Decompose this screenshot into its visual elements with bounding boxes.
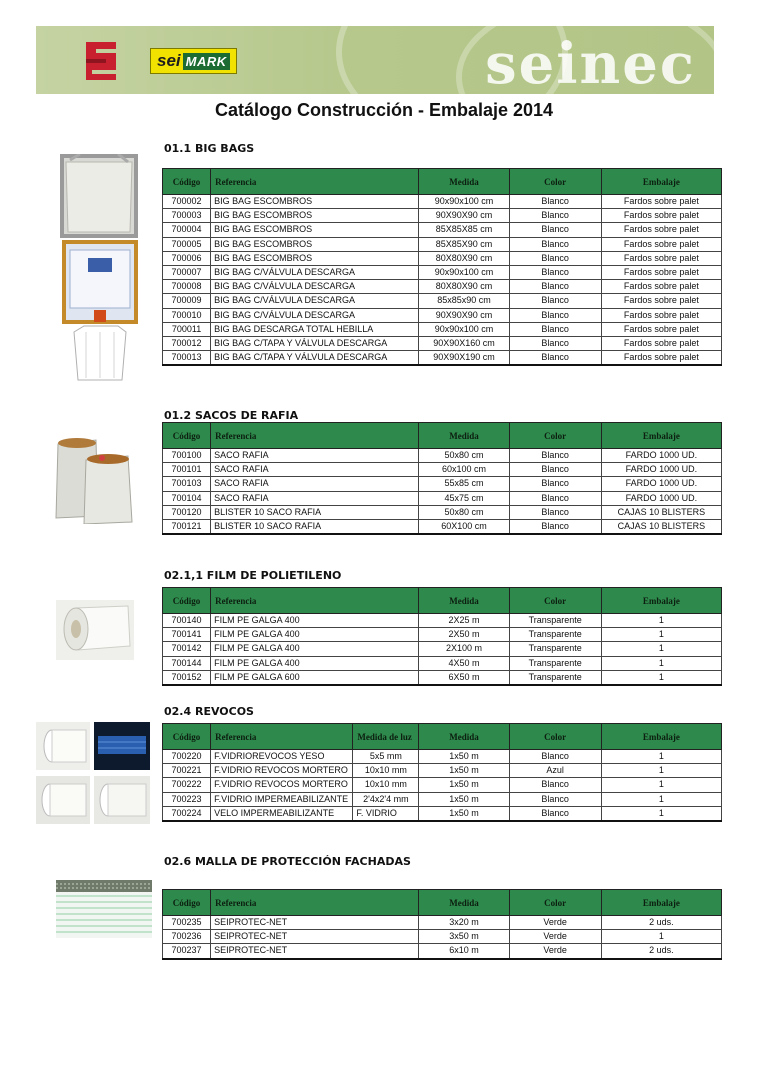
table-row <box>163 294 722 308</box>
cell-color: Blanco <box>509 322 601 336</box>
table-header-row <box>163 169 722 195</box>
cell-embalaje: Fardos sobre palet <box>601 223 721 237</box>
table-row <box>163 308 722 322</box>
section-title-revocos: 02.4 REVOCOS <box>164 705 254 718</box>
table-malla-proteccion <box>162 889 722 960</box>
cell-color: Transparente <box>509 656 601 670</box>
table-row <box>163 237 722 251</box>
cell-referencia: BIG BAG C/VÁLVULA DESCARGA <box>211 294 419 308</box>
fiberglass-mesh-photo-icon <box>36 722 150 826</box>
cell-referencia: F.VIDRIO REVOCOS MORTERO <box>211 764 353 778</box>
cell-medida: 90X90X160 cm <box>419 336 509 350</box>
cell-embalaje: 1 <box>601 806 721 821</box>
cell-medida: 90X90X190 cm <box>419 351 509 366</box>
cell-color: Blanco <box>509 792 601 806</box>
cell-referencia: SACO RAFIA <box>211 463 419 477</box>
cell-medida: 6X50 m <box>419 670 509 685</box>
seinec-s-logo-icon <box>84 40 118 82</box>
cell-codigo: 700121 <box>163 519 211 534</box>
cell-medida: 50x80 cm <box>419 449 509 463</box>
col-header-referencia: Referencia <box>211 169 419 195</box>
cell-medida: 4X50 m <box>419 656 509 670</box>
col-header-referencia: Referencia <box>211 588 419 614</box>
cell-color: Verde <box>509 944 601 959</box>
table-row <box>163 477 722 491</box>
cell-embalaje: 1 <box>601 642 721 656</box>
film-roll-photo-icon <box>56 600 134 660</box>
cell-referencia: BIG BAG DESCARGA TOTAL HEBILLA <box>211 322 419 336</box>
cell-embalaje: Fardos sobre palet <box>601 336 721 350</box>
cell-embalaje: Fardos sobre palet <box>601 251 721 265</box>
table-row <box>163 670 722 685</box>
cell-color: Transparente <box>509 614 601 628</box>
seinec-logo: seinec <box>485 31 696 94</box>
table-row <box>163 916 722 930</box>
cell-referencia: BIG BAG ESCOMBROS <box>211 209 419 223</box>
cell-codigo: 700005 <box>163 237 211 251</box>
cell-color: Blanco <box>509 209 601 223</box>
cell-codigo: 700011 <box>163 322 211 336</box>
cell-medida: 85x85x90 cm <box>419 294 509 308</box>
cell-codigo: 700007 <box>163 265 211 279</box>
cell-referencia: BIG BAG ESCOMBROS <box>211 195 419 209</box>
table-big-bags <box>162 168 722 366</box>
section-title-sacos-rafia: 01.2 SACOS DE RAFIA <box>164 409 299 422</box>
cell-medida: 80X80X90 cm <box>419 251 509 265</box>
cell-codigo: 700009 <box>163 294 211 308</box>
table-row <box>163 449 722 463</box>
cell-codigo: 700101 <box>163 463 211 477</box>
cell-referencia: SACO RAFIA <box>211 491 419 505</box>
table-row <box>163 656 722 670</box>
table-row <box>163 223 722 237</box>
table-row <box>163 614 722 628</box>
cell-embalaje: FARDO 1000 UD. <box>601 449 721 463</box>
table-row <box>163 491 722 505</box>
cell-embalaje: 1 <box>601 930 721 944</box>
cell-medida: 2X100 m <box>419 642 509 656</box>
cell-medida: 90x90x100 cm <box>419 195 509 209</box>
col-header-codigo: Código <box>163 724 211 750</box>
cell-codigo: 700223 <box>163 792 211 806</box>
cell-medida-luz: 5x5 mm <box>353 750 419 764</box>
cell-referencia: BIG BAG C/TAPA Y VÁLVULA DESCARGA <box>211 351 419 366</box>
col-header-embalaje: Embalaje <box>601 724 721 750</box>
cell-embalaje: CAJAS 10 BLISTERS <box>601 505 721 519</box>
col-header-medida-luz: Medida de luz <box>353 724 419 750</box>
col-header-referencia: Referencia <box>211 724 353 750</box>
section-title-film-polietileno: 02.1,1 FILM DE POLIETILENO <box>164 569 342 582</box>
cell-color: Transparente <box>509 642 601 656</box>
col-header-medida: Medida <box>419 169 509 195</box>
cell-codigo: 700004 <box>163 223 211 237</box>
table-film-polietileno <box>162 587 722 686</box>
cell-color: Blanco <box>509 294 601 308</box>
cell-referencia: BIG BAG C/TAPA Y VÁLVULA DESCARGA <box>211 336 419 350</box>
cell-codigo: 700002 <box>163 195 211 209</box>
cell-color: Blanco <box>509 491 601 505</box>
cell-embalaje: FARDO 1000 UD. <box>601 477 721 491</box>
cell-embalaje: Fardos sobre palet <box>601 209 721 223</box>
cell-referencia: BIG BAG C/VÁLVULA DESCARGA <box>211 308 419 322</box>
cell-referencia: F.VIDRIO REVOCOS MORTERO <box>211 778 353 792</box>
cell-color: Blanco <box>509 463 601 477</box>
cell-medida: 1x50 m <box>419 792 509 806</box>
cell-medida: 55x85 cm <box>419 477 509 491</box>
cell-embalaje: 1 <box>601 778 721 792</box>
cell-embalaje: 2 uds. <box>601 944 721 959</box>
cell-medida: 1x50 m <box>419 750 509 764</box>
cell-color: Azul <box>509 764 601 778</box>
col-header-referencia: Referencia <box>211 423 419 449</box>
raffia-sack-photo-icon <box>52 432 136 524</box>
table-row <box>163 944 722 959</box>
cell-codigo: 700224 <box>163 806 211 821</box>
table-row <box>163 351 722 366</box>
cell-color: Transparente <box>509 628 601 642</box>
cell-codigo: 700100 <box>163 449 211 463</box>
cell-medida: 90X90X90 cm <box>419 209 509 223</box>
cell-referencia: FILM PE GALGA 400 <box>211 642 419 656</box>
cell-medida: 6x10 m <box>419 944 509 959</box>
cell-codigo: 700010 <box>163 308 211 322</box>
table-row <box>163 251 722 265</box>
cell-medida-luz: 10x10 mm <box>353 764 419 778</box>
cell-referencia: BLISTER 10 SACO RAFIA <box>211 519 419 534</box>
table-row <box>163 209 722 223</box>
table-row <box>163 930 722 944</box>
cell-embalaje: 1 <box>601 750 721 764</box>
cell-codigo: 700120 <box>163 505 211 519</box>
col-header-embalaje: Embalaje <box>601 169 721 195</box>
cell-embalaje: 1 <box>601 656 721 670</box>
cell-codigo: 700012 <box>163 336 211 350</box>
cell-medida-luz: 2'4x2'4 mm <box>353 792 419 806</box>
col-header-medida: Medida <box>419 588 509 614</box>
cell-embalaje: Fardos sobre palet <box>601 294 721 308</box>
cell-color: Blanco <box>509 477 601 491</box>
cell-referencia: BIG BAG C/VÁLVULA DESCARGA <box>211 265 419 279</box>
cell-medida: 50x80 cm <box>419 505 509 519</box>
cell-referencia: SEIPROTEC-NET <box>211 930 419 944</box>
table-header-row <box>163 890 722 916</box>
table-header-row <box>163 423 722 449</box>
cell-color: Blanco <box>509 237 601 251</box>
cell-medida: 60x100 cm <box>419 463 509 477</box>
cell-codigo: 700221 <box>163 764 211 778</box>
col-header-color: Color <box>509 588 601 614</box>
cell-color: Blanco <box>509 251 601 265</box>
col-header-codigo: Código <box>163 169 211 195</box>
cell-referencia: FILM PE GALGA 600 <box>211 670 419 685</box>
cell-codigo: 700142 <box>163 642 211 656</box>
cell-referencia: FILM PE GALGA 400 <box>211 628 419 642</box>
cell-codigo: 700104 <box>163 491 211 505</box>
cell-codigo: 700235 <box>163 916 211 930</box>
cell-medida: 85X85X85 cm <box>419 223 509 237</box>
cell-color: Verde <box>509 916 601 930</box>
col-header-color: Color <box>509 423 601 449</box>
cell-referencia: SACO RAFIA <box>211 449 419 463</box>
col-header-medida: Medida <box>419 423 509 449</box>
cell-referencia: F.VIDRIO IMPERMEABILIZANTE <box>211 792 353 806</box>
cell-referencia: SACO RAFIA <box>211 477 419 491</box>
cell-codigo: 700236 <box>163 930 211 944</box>
cell-color: Blanco <box>509 778 601 792</box>
col-header-color: Color <box>509 890 601 916</box>
cell-medida: 3x20 m <box>419 916 509 930</box>
table-row <box>163 336 722 350</box>
cell-medida: 45x75 cm <box>419 491 509 505</box>
cell-medida: 85X85X90 cm <box>419 237 509 251</box>
table-row <box>163 505 722 519</box>
cell-color: Blanco <box>509 519 601 534</box>
table-row <box>163 792 722 806</box>
cell-referencia: SEIPROTEC-NET <box>211 944 419 959</box>
col-header-color: Color <box>509 724 601 750</box>
table-row <box>163 628 722 642</box>
cell-embalaje: 1 <box>601 764 721 778</box>
col-header-codigo: Código <box>163 588 211 614</box>
cell-color: Blanco <box>509 449 601 463</box>
cell-medida: 1x50 m <box>419 778 509 792</box>
cell-codigo: 700222 <box>163 778 211 792</box>
page-title: Catálogo Construcción - Embalaje 2014 <box>214 100 554 120</box>
cell-color: Transparente <box>509 670 601 685</box>
big-bag-photo-icon <box>60 154 138 384</box>
cell-referencia: VELO IMPERMEABILIZANTE <box>211 806 353 821</box>
col-header-medida: Medida <box>419 890 509 916</box>
protection-net-photo-icon <box>56 880 152 938</box>
cell-referencia: BIG BAG ESCOMBROS <box>211 223 419 237</box>
table-row <box>163 642 722 656</box>
cell-embalaje: 1 <box>601 792 721 806</box>
cell-color: Verde <box>509 930 601 944</box>
cell-referencia: BIG BAG C/VÁLVULA DESCARGA <box>211 280 419 294</box>
seimark-logo-part2: MARK <box>183 53 230 70</box>
cell-embalaje: FARDO 1000 UD. <box>601 491 721 505</box>
cell-medida: 90x90x100 cm <box>419 322 509 336</box>
table-row <box>163 519 722 534</box>
table-row <box>163 322 722 336</box>
col-header-embalaje: Embalaje <box>601 588 721 614</box>
seimark-logo-part1: sei <box>157 51 181 70</box>
table-row <box>163 280 722 294</box>
cell-codigo: 700103 <box>163 477 211 491</box>
cell-medida-luz: 10x10 mm <box>353 778 419 792</box>
cell-color: Blanco <box>509 505 601 519</box>
cell-embalaje: 1 <box>601 670 721 685</box>
cell-color: Blanco <box>509 223 601 237</box>
table-row <box>163 265 722 279</box>
cell-codigo: 700013 <box>163 351 211 366</box>
table-revocos <box>162 723 722 822</box>
col-header-color: Color <box>509 169 601 195</box>
col-header-codigo: Código <box>163 890 211 916</box>
cell-embalaje: 1 <box>601 614 721 628</box>
cell-color: Blanco <box>509 806 601 821</box>
cell-referencia: SEIPROTEC-NET <box>211 916 419 930</box>
seimark-logo <box>150 48 237 74</box>
cell-embalaje: FARDO 1000 UD. <box>601 463 721 477</box>
cell-embalaje: Fardos sobre palet <box>601 265 721 279</box>
section-title-big-bags: 01.1 BIG BAGS <box>164 142 255 155</box>
col-header-embalaje: Embalaje <box>601 890 721 916</box>
col-header-referencia: Referencia <box>211 890 419 916</box>
table-row <box>163 195 722 209</box>
cell-embalaje: Fardos sobre palet <box>601 280 721 294</box>
cell-medida: 2X50 m <box>419 628 509 642</box>
cell-embalaje: Fardos sobre palet <box>601 351 721 366</box>
cell-embalaje: Fardos sobre palet <box>601 322 721 336</box>
table-sacos-rafia <box>162 422 722 535</box>
cell-medida: 90x90x100 cm <box>419 265 509 279</box>
cell-referencia: FILM PE GALGA 400 <box>211 656 419 670</box>
col-header-embalaje: Embalaje <box>601 423 721 449</box>
table-row <box>163 463 722 477</box>
cell-medida: 2X25 m <box>419 614 509 628</box>
cell-embalaje: Fardos sobre palet <box>601 195 721 209</box>
col-header-codigo: Código <box>163 423 211 449</box>
cell-color: Blanco <box>509 280 601 294</box>
cell-codigo: 700140 <box>163 614 211 628</box>
cell-codigo: 700220 <box>163 750 211 764</box>
cell-color: Blanco <box>509 308 601 322</box>
cell-codigo: 700141 <box>163 628 211 642</box>
cell-color: Blanco <box>509 265 601 279</box>
cell-embalaje: Fardos sobre palet <box>601 308 721 322</box>
cell-referencia: BIG BAG ESCOMBROS <box>211 251 419 265</box>
cell-referencia: F.VIDRIOREVOCOS YESO <box>211 750 353 764</box>
header-banner <box>36 26 714 94</box>
cell-medida: 60X100 cm <box>419 519 509 534</box>
cell-codigo: 700003 <box>163 209 211 223</box>
cell-referencia: BIG BAG ESCOMBROS <box>211 237 419 251</box>
cell-medida: 1x50 m <box>419 764 509 778</box>
table-row <box>163 750 722 764</box>
col-header-medida: Medida <box>419 724 509 750</box>
table-header-row <box>163 724 722 750</box>
cell-embalaje: Fardos sobre palet <box>601 237 721 251</box>
cell-embalaje: CAJAS 10 BLISTERS <box>601 519 721 534</box>
cell-medida-luz: F. VIDRIO <box>353 806 419 821</box>
cell-referencia: FILM PE GALGA 400 <box>211 614 419 628</box>
cell-color: Blanco <box>509 336 601 350</box>
cell-embalaje: 1 <box>601 628 721 642</box>
cell-medida: 90X90X90 cm <box>419 308 509 322</box>
cell-referencia: BLISTER 10 SACO RAFIA <box>211 505 419 519</box>
cell-color: Blanco <box>509 195 601 209</box>
cell-codigo: 700152 <box>163 670 211 685</box>
cell-medida: 3x50 m <box>419 930 509 944</box>
table-row <box>163 778 722 792</box>
cell-codigo: 700237 <box>163 944 211 959</box>
cell-codigo: 700144 <box>163 656 211 670</box>
table-row <box>163 806 722 821</box>
cell-medida: 1x50 m <box>419 806 509 821</box>
cell-medida: 80X80X90 cm <box>419 280 509 294</box>
table-header-row <box>163 588 722 614</box>
section-title-malla-proteccion: 02.6 MALLA DE PROTECCIÓN FACHADAS <box>164 855 411 868</box>
cell-codigo: 700006 <box>163 251 211 265</box>
table-row <box>163 764 722 778</box>
cell-color: Blanco <box>509 351 601 366</box>
cell-color: Blanco <box>509 750 601 764</box>
cell-codigo: 700008 <box>163 280 211 294</box>
cell-embalaje: 2 uds. <box>601 916 721 930</box>
